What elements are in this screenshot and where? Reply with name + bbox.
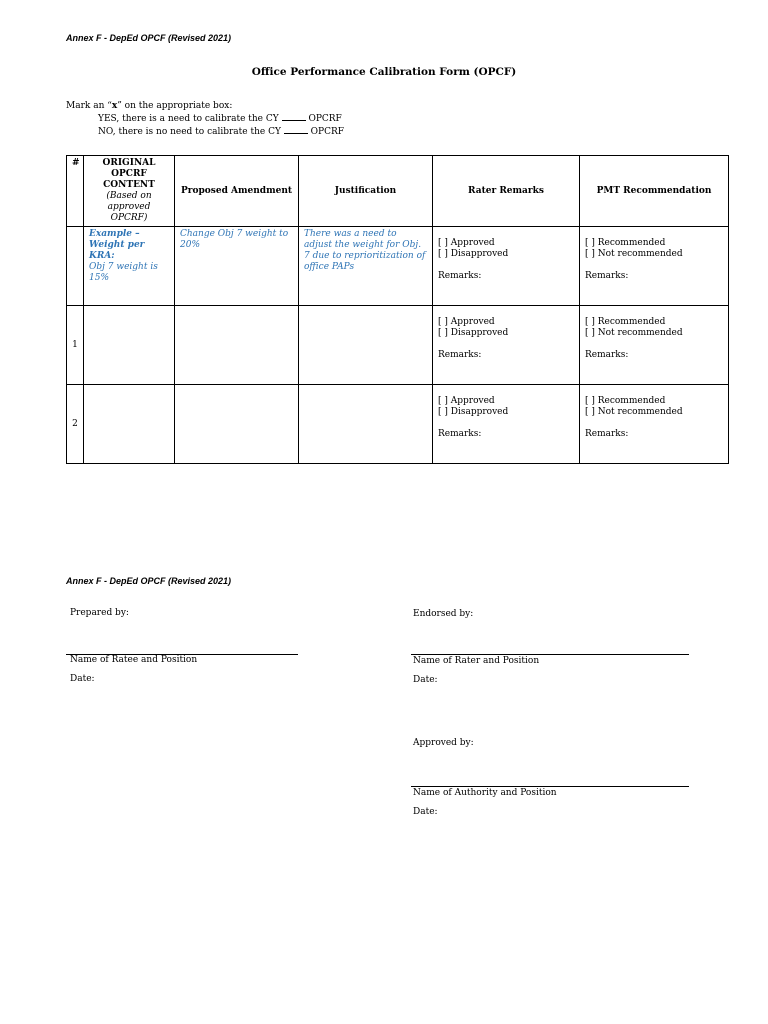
not-recommended-checkbox[interactable]: [ ] Not recommended bbox=[585, 249, 683, 259]
row-pmt bbox=[580, 385, 729, 464]
not-recommended-checkbox[interactable]: [ ] Not recommended bbox=[585, 328, 683, 338]
page-title: Office Performance Calibration Form (OPCF) bbox=[251, 66, 517, 78]
row-num: 1 bbox=[67, 306, 84, 385]
header-original bbox=[84, 156, 175, 227]
approved-checkbox[interactable]: [ ] Approved bbox=[438, 317, 495, 327]
rater-remarks-label: Remarks: bbox=[438, 271, 482, 281]
authority-date-label: Date: bbox=[413, 807, 438, 817]
row-amendment[interactable] bbox=[175, 385, 299, 464]
yes-suffix: OPCRF bbox=[308, 114, 342, 124]
row-amendment[interactable] bbox=[175, 306, 299, 385]
ratee-name-label: Name of Ratee and Position bbox=[70, 655, 198, 665]
mark-suffix: ” on the appropriate box: bbox=[117, 101, 233, 111]
authority-name-label: Name of Authority and Position bbox=[413, 788, 557, 798]
yes-option bbox=[66, 112, 344, 125]
example-justification bbox=[299, 227, 433, 306]
recommended-checkbox[interactable]: [ ] Recommended bbox=[585, 317, 666, 327]
header-original-note: (Based on approved OPCRF) bbox=[106, 191, 152, 223]
annex-label: Annex F - DepEd OPCF (Revised 2021) bbox=[66, 33, 232, 43]
row-num: 2 bbox=[67, 385, 84, 464]
example-num bbox=[67, 227, 84, 306]
row-justification[interactable] bbox=[299, 385, 433, 464]
example-justification-text: There was a need to adjust the weight for Obj. 7 due to reprioritization of office PAPs bbox=[304, 229, 426, 272]
yes-blank[interactable] bbox=[282, 112, 306, 121]
example-label: Example – Weight per KRA: bbox=[89, 229, 145, 261]
table-header-row bbox=[67, 156, 729, 227]
calibration-table bbox=[66, 155, 729, 464]
header-rater: Rater Remarks bbox=[433, 156, 580, 227]
approved-by-label: Approved by: bbox=[413, 738, 474, 748]
yes-text: YES, there is a need to calibrate the CY bbox=[98, 114, 279, 124]
prepared-by-label: Prepared by: bbox=[70, 608, 129, 618]
authority-signature-line[interactable] bbox=[411, 786, 689, 787]
table-row bbox=[67, 385, 729, 464]
rater-date-label: Date: bbox=[413, 675, 438, 685]
approved-checkbox[interactable]: [ ] Approved bbox=[438, 238, 495, 248]
rater-remarks-label: Remarks: bbox=[438, 350, 482, 360]
disapproved-checkbox[interactable]: [ ] Disapproved bbox=[438, 407, 509, 417]
example-pmt bbox=[580, 227, 729, 306]
mark-instruction bbox=[66, 100, 344, 112]
mark-prefix: Mark an “ bbox=[66, 101, 112, 111]
ratee-date-label: Date: bbox=[70, 674, 95, 684]
row-content[interactable] bbox=[84, 306, 175, 385]
not-recommended-checkbox[interactable]: [ ] Not recommended bbox=[585, 407, 683, 417]
instructions bbox=[66, 100, 344, 138]
mark-symbol: x bbox=[111, 101, 118, 111]
example-amendment bbox=[175, 227, 299, 306]
example-content-text: Obj 7 weight is 15% bbox=[89, 262, 158, 283]
rater-name-label: Name of Rater and Position bbox=[413, 656, 540, 666]
header-justification: Justification bbox=[299, 156, 433, 227]
table-row bbox=[67, 306, 729, 385]
no-blank[interactable] bbox=[284, 125, 308, 134]
example-content bbox=[84, 227, 175, 306]
pmt-remarks-label: Remarks: bbox=[585, 350, 629, 360]
header-pmt: PMT Recommendation bbox=[580, 156, 729, 227]
row-rater-remarks bbox=[433, 385, 580, 464]
recommended-checkbox[interactable]: [ ] Recommended bbox=[585, 396, 666, 406]
approved-checkbox[interactable]: [ ] Approved bbox=[438, 396, 495, 406]
header-num: # bbox=[67, 156, 84, 227]
row-rater-remarks bbox=[433, 306, 580, 385]
pmt-remarks-label: Remarks: bbox=[585, 429, 629, 439]
header-original-title: ORIGINAL OPCRF CONTENT bbox=[102, 158, 156, 190]
table-row-example bbox=[67, 227, 729, 306]
row-pmt bbox=[580, 306, 729, 385]
no-text: NO, there is no need to calibrate the CY bbox=[98, 127, 281, 137]
rater-signature-line[interactable] bbox=[411, 654, 689, 655]
row-justification[interactable] bbox=[299, 306, 433, 385]
recommended-checkbox[interactable]: [ ] Recommended bbox=[585, 238, 666, 248]
endorsed-by-label: Endorsed by: bbox=[413, 609, 474, 619]
disapproved-checkbox[interactable]: [ ] Disapproved bbox=[438, 249, 509, 259]
annex-label-signatures: Annex F - DepEd OPCF (Revised 2021) bbox=[66, 576, 232, 586]
example-amendment-text: Change Obj 7 weight to 20% bbox=[180, 229, 289, 250]
example-rater-remarks bbox=[433, 227, 580, 306]
rater-remarks-label: Remarks: bbox=[438, 429, 482, 439]
pmt-remarks-label: Remarks: bbox=[585, 271, 629, 281]
no-suffix: OPCRF bbox=[310, 127, 344, 137]
disapproved-checkbox[interactable]: [ ] Disapproved bbox=[438, 328, 509, 338]
header-amendment: Proposed Amendment bbox=[175, 156, 299, 227]
row-content[interactable] bbox=[84, 385, 175, 464]
no-option bbox=[66, 125, 344, 138]
